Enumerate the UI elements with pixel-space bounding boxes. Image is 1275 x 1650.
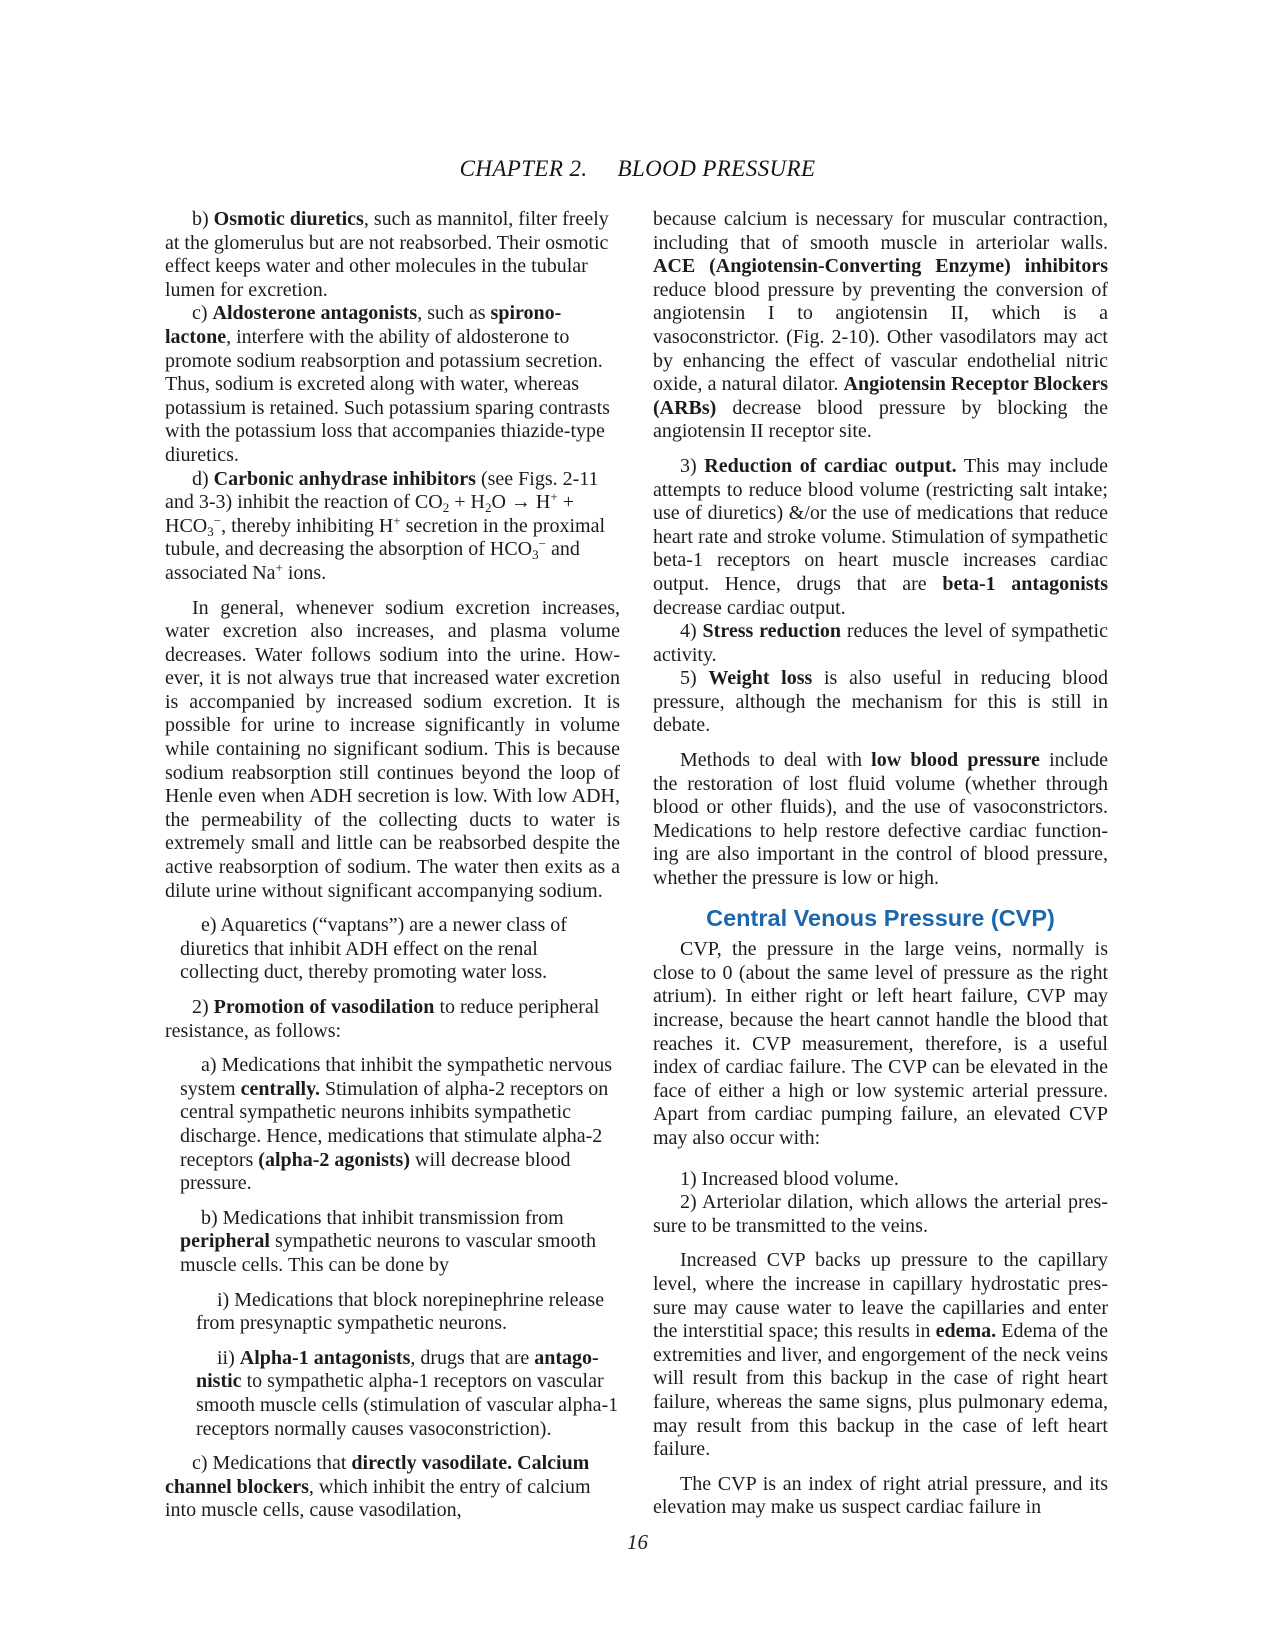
paragraph: d) Carbonic anhydrase inhibitors (see Figs. 2-11 and 3-3) inhibit the reaction of $CO_2 + H_2O \to H^+ + HCO_3^-$, thereby inhibiting H+ secretion in the proximal tubule, and decreasing the absorption of $HCO_3^-$ and associated Na+ ions.	[165, 467, 606, 584]
paragraph: e) Aquaretics (“vaptans”) are a newer class of diuretics that inhibit ADH effect on the renal collecting duct, thereby promoting water loss.	[180, 914, 567, 984]
paragraph: b) Medications that inhibit transmission from peripheral sympathetic neurons to vascular smooth muscle cells. This can be done by	[180, 1206, 597, 1276]
paragraph: c) Aldosterone antagonists, such as spironolactone, interfere with the ability of aldosterone to promote sodium reabsorption and potassium secretion. Thus, sodium is excreted along with water, whereas potassium is retained. Such potassium sparing contrasts with the potassium loss that accompanies thiazide-type diuretics.	[165, 302, 610, 466]
paragraph: In general, whenever sodium excretion increases, water excretion also increases, and plasma volume decreases. Water follows sodium into the urine. However, it is not always true that increased water excretion is accompanied by increased sodium excretion. It is possible for urine to increase significantly in volume while containing no significant sodium. This is because sodium reabsorption still continues beyond the loop of Henle even when ADH secretion is low. With low ADH, the permeability of the collecting ducts to water is extremely small and little can be reabsorbed despite the active reabsorption of sodium. The water then exits as a dilute urine without significant accompanying sodium.	[165, 596, 620, 902]
paragraph: b) Osmotic diuretics, such as mannitol, filter freely at the glomerulus but are not reabsorbed. Their osmotic effect keeps water and other molecules in the tubular lumen for excretion.	[165, 208, 609, 301]
paragraph: 5) Weight loss is also useful in reducing blood pressure, although the mechanism for this is still in debate.	[653, 667, 1108, 737]
paragraph: because calcium is necessary for muscular contraction, including that of smooth muscle in arteriolar walls. ACE (Angiotensin-Converting Enzyme) inhibitors reduce blood pressure by preventing the conversion of angiotensin I to angiotensin II, which is a vasoconstrictor. (Fig. 2-10). Other vasodilators may act by enhancing the effect of vascular endothelial nitric oxide, a natural dilator. Angiotensin Receptor Blockers (ARBs) decrease blood pressure by blocking the angiotensin II receptor site.	[653, 208, 1108, 443]
paragraph: 1) Increased blood volume.	[680, 1167, 899, 1190]
paragraph: 2) Promotion of vasodilation to reduce peripheral resistance, as follows:	[165, 996, 600, 1042]
paragraph: 4) Stress reduction reduces the level of sympathetic activity.	[653, 620, 1108, 666]
paragraph: 2) Arteriolar dilation, which allows the arterial pressure to be transmitted to the veins.	[653, 1191, 1108, 1237]
chapter-title: BLOOD PRESSURE	[617, 156, 816, 181]
page-number: 16	[627, 1530, 648, 1554]
paragraph: c) Medications that directly vasodilate. Calcium channel blockers, which inhibit the entry of calcium into muscle cells, cause vasodilation,	[165, 1452, 591, 1522]
paragraph: CVP, the pressure in the large veins, normally is close to 0 (about the same level of pressure as the right atrium). In either right or left heart failure, CVP may increase, because the heart cannot handle the blood that reaches it. CVP measurement, therefore, is a useful index of cardiac failure. The CVP can be elevated in the face of either a high or low systemic arterial pressure. Apart from cardiac pumping failure, an elevated CVP may also occur with:	[653, 938, 1108, 1149]
chapter-header	[0, 156, 1275, 182]
paragraph: i) Medications that block norepinephrine release from presynaptic sympathetic neurons.	[196, 1288, 605, 1335]
page-content	[165, 208, 1108, 1523]
paragraph: Increased CVP backs up pressure to the capillary level, where the increase in capillary hydrostatic pressure may cause water to leave the capillaries and enter the interstitial space; this results in edema. Edema of the extremities and liver, and engorgement of the neck veins will result from this backup in the case of right heart failure, whereas the same signs, plus pulmonary edema, may result from this backup in the case of left heart failure.	[653, 1249, 1108, 1461]
section-heading: Central Venous Pressure (CVP)	[706, 904, 1055, 931]
paragraph: The CVP is an index of right atrial pressure, and its elevation may make us suspect cardiac failure in	[653, 1472, 1108, 1519]
paragraph: Methods to deal with low blood pressure include the restoration of lost fluid volume (whether through blood or other fluids), and the use of vasoconstrictors. Medications to help restore defective cardiac functioning are also important in the control of blood pressure, whether the pressure is low or high.	[653, 749, 1108, 890]
chapter-label: CHAPTER 2.	[459, 156, 588, 181]
left-column	[165, 208, 620, 1523]
paragraph: 3) Reduction of cardiac output. This may include attempts to reduce blood volume (restricting salt intake; use of diuretics) &/or the use of medications that reduce heart rate and stroke volume. Stimulation of sympathetic beta-1 receptors on heart muscle increases cardiac output. Hence, drugs that are beta-1 antagonists decrease cardiac output.	[653, 454, 1108, 619]
right-column	[653, 208, 1108, 1523]
paragraph: ii) Alpha-1 antagonists, drugs that are antagonistic to sympathetic alpha-1 receptors on vascular smooth muscle cells (stimulation of vascular alpha-1 receptors normally causes vasoconstriction).	[196, 1346, 619, 1440]
paragraph: a) Medications that inhibit the sympathetic nervous system centrally. Stimulation of alpha-2 receptors on central sympathetic neurons inhibits sympathetic discharge. Hence, medications that stimulate alpha-2 receptors (alpha-2 agonists) will decrease blood pressure.	[180, 1054, 613, 1195]
